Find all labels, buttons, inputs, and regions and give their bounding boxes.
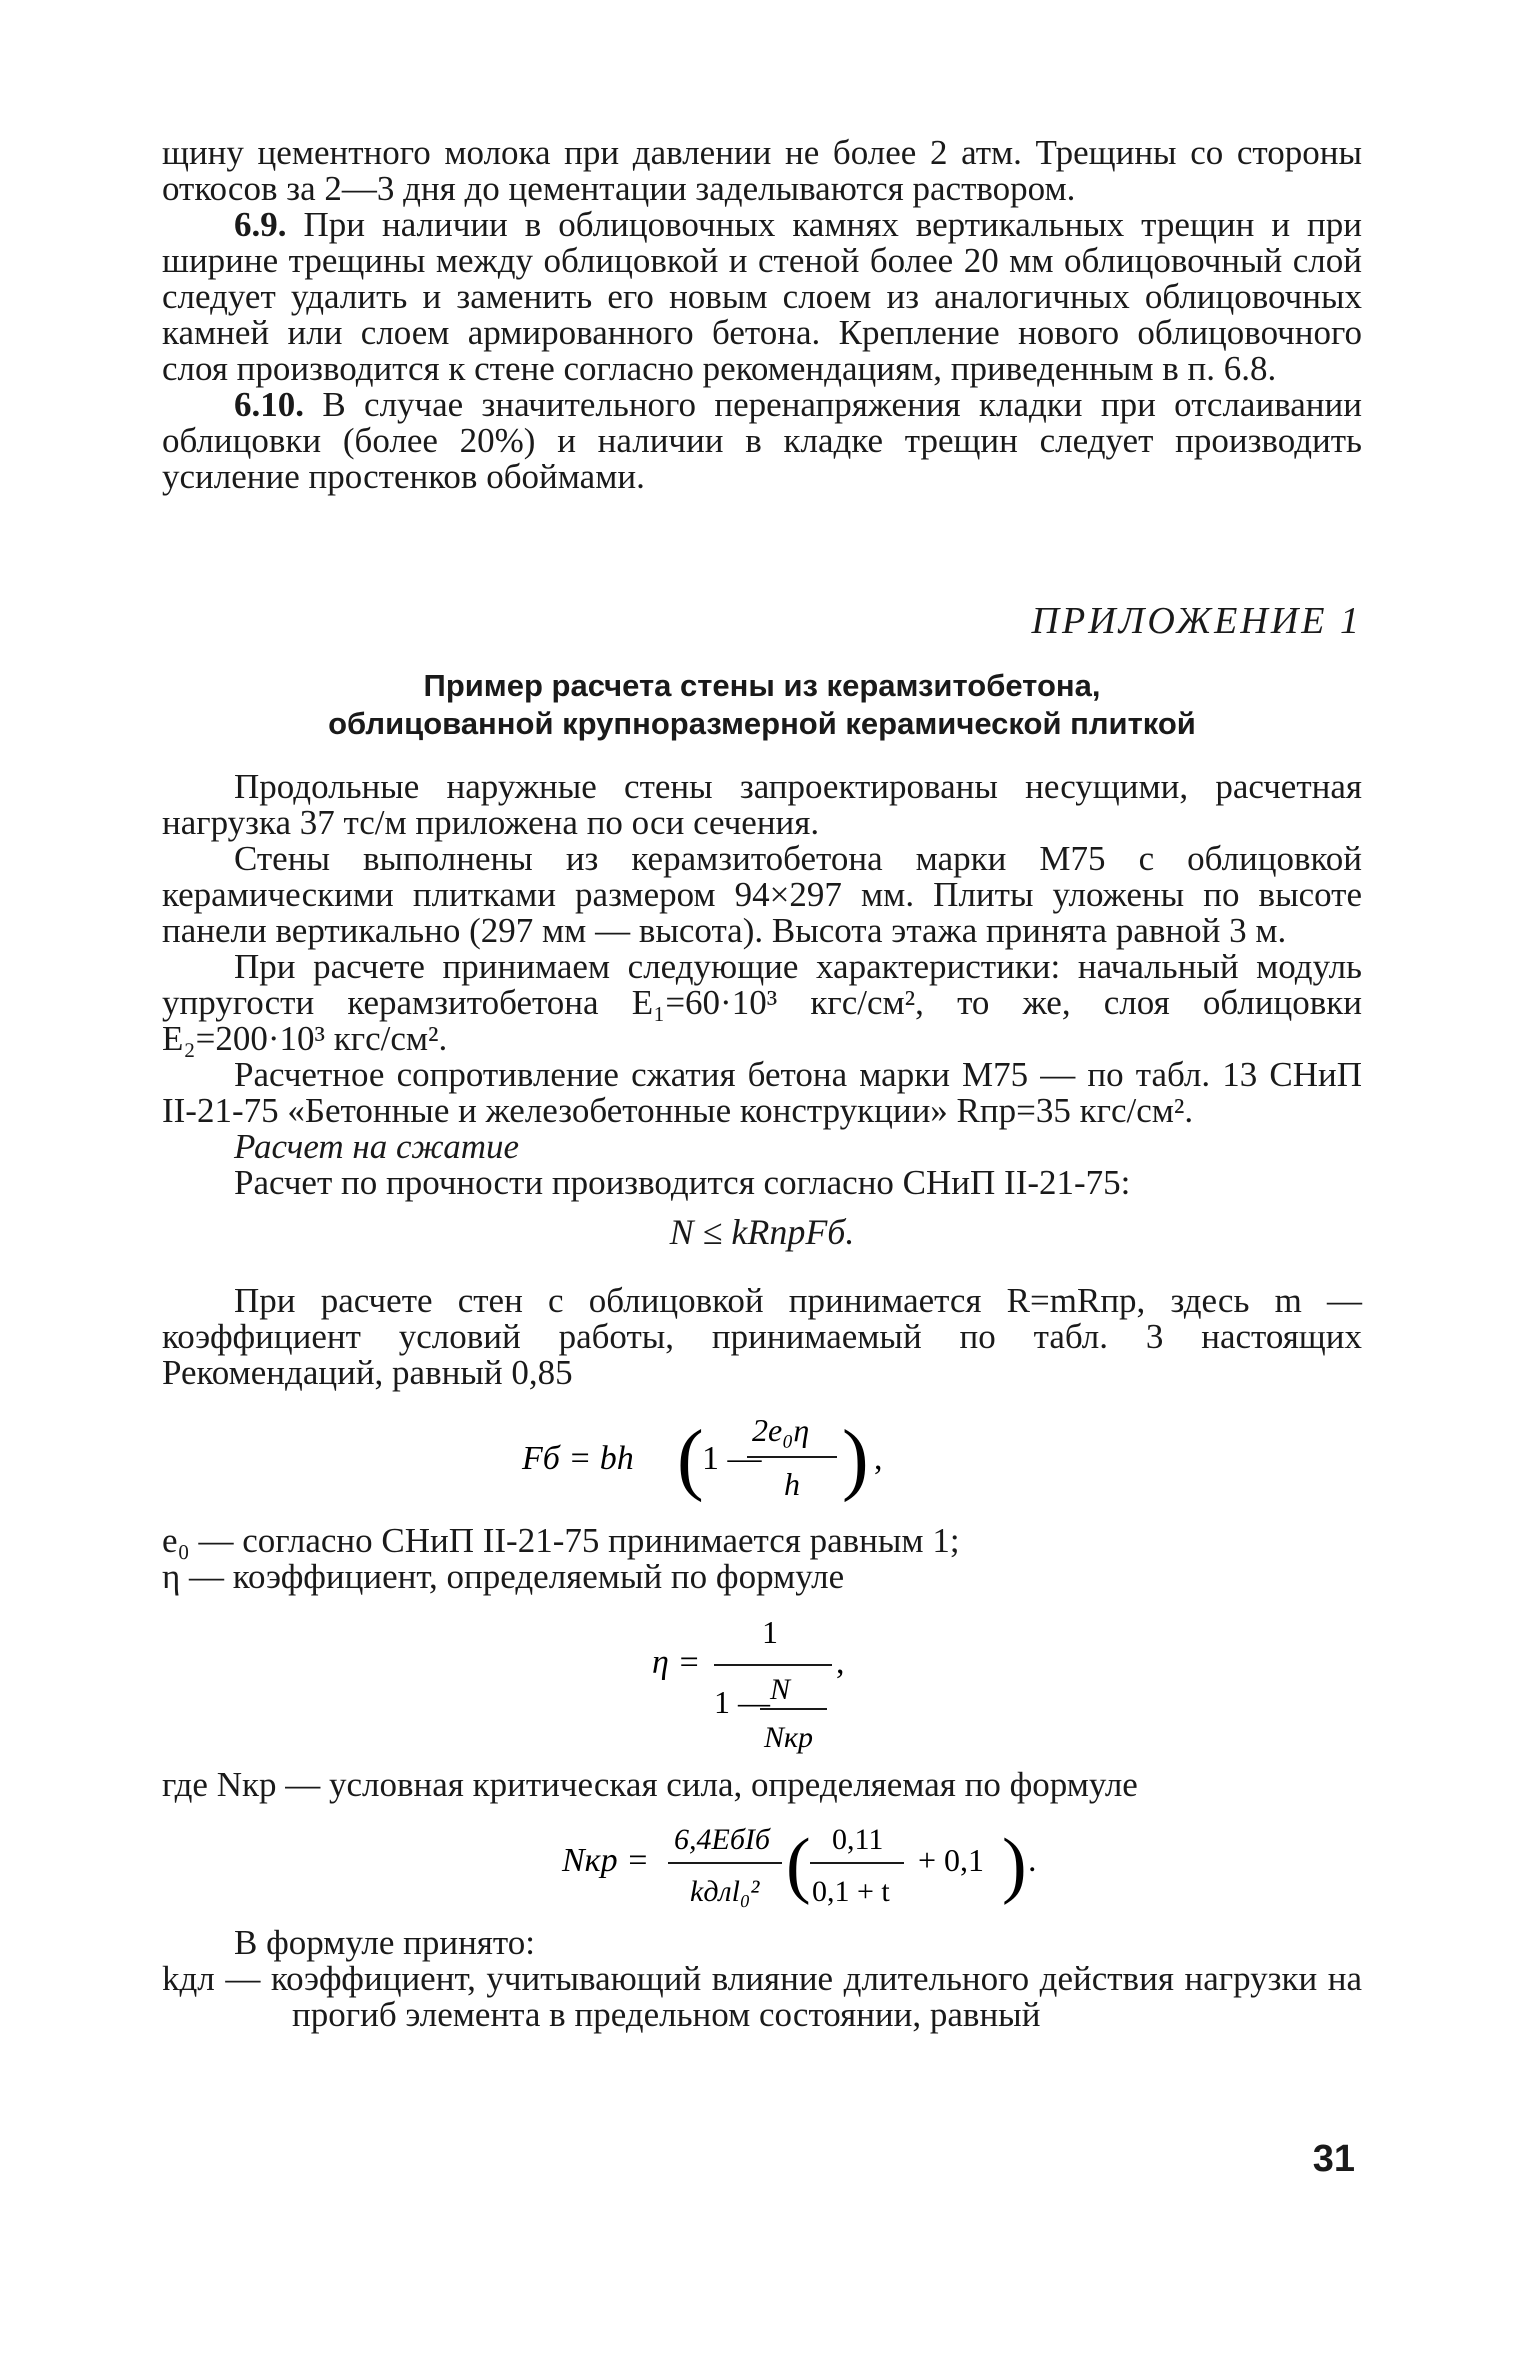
paragraph-walls: Стены выполнены из керамзитобетона марки М75 с облицовкой керамическими плитками размером 94×297 мм. Плиты уложены по высоте панели вертикально (297 мм — высота). Высота этажа принята равной 3 м. bbox=[162, 839, 1362, 950]
right-paren: ) bbox=[1002, 1824, 1027, 1906]
section-title bbox=[162, 667, 1362, 743]
paragraph-6-9 bbox=[162, 207, 1362, 387]
eta-lhs: η = bbox=[652, 1644, 701, 1681]
page-number: 31 bbox=[1312, 2138, 1355, 2180]
left-paren: ( bbox=[786, 1824, 811, 1906]
eta-den-numerator: N bbox=[770, 1673, 791, 1706]
title-line-2: облицованной крупноразмерной керамической плиткой bbox=[328, 706, 1196, 741]
appendix-label: ПРИЛОЖЕНИЕ 1 bbox=[1031, 600, 1362, 642]
title-line-1: Пример расчета стены из керамзитобетона, bbox=[423, 668, 1101, 703]
fb-numerator: 2e₀η bbox=[752, 1412, 810, 1448]
ncr-plus: + 0,1 bbox=[918, 1842, 985, 1878]
fb-denominator: h bbox=[784, 1466, 800, 1502]
paragraph-continuation: щину цементного молока при давлении не более 2 атм. Трещины со стороны откосов за 2—3 дня до цементации заделываются раствором. bbox=[162, 133, 1362, 208]
clause-number: 6.9. bbox=[234, 205, 287, 244]
formula-strength: N ≤ kRпрFб. bbox=[669, 1212, 855, 1252]
paragraph-coefficient: При расчете стен с облицовкой принимается R=mRпр, здесь m — коэффициент условий работы, принимаемый по табл. 3 настоящих Рекомендаций, равный 0,85 bbox=[162, 1281, 1362, 1392]
page-body bbox=[162, 135, 1362, 2033]
paragraph-6-10 bbox=[162, 387, 1362, 495]
clause-text: При наличии в облицовочных камнях вертикальных трещин и при ширине трещины между облицовкой и стеной более 20 мм облицовочный слой следует удалить и заменить его новым слоем из аналогичных облицовочных камней или слоем армированного бетона. Крепление нового облицовочного слоя производится к стене согласно рекомендациям, приведенным в п. 6.8. bbox=[162, 205, 1362, 388]
formula-eta bbox=[502, 1601, 1022, 1761]
ncr-inner-numerator: 0,11 bbox=[832, 1823, 884, 1856]
right-paren: ) bbox=[842, 1415, 869, 1503]
subheading-compression: Расчет на сжатие bbox=[234, 1127, 520, 1166]
formula-fb bbox=[502, 1397, 1022, 1517]
paragraph-strength: Расчет по прочности производится согласно СНиП II-21-75: bbox=[234, 1163, 1131, 1202]
formula-ncr bbox=[442, 1809, 1082, 1919]
fb-one: 1 — bbox=[702, 1440, 762, 1477]
definition-eta: η — коэффициент, определяемый по формуле bbox=[162, 1557, 845, 1596]
definition-kdl: kдл — коэффициент, учитывающий влияние длительного действия нагрузки на прогиб элемента в предельном состоянии, равный bbox=[162, 1959, 1362, 2034]
eta-den-one: 1 — bbox=[714, 1684, 770, 1720]
eta-tail: , bbox=[836, 1644, 845, 1681]
paragraph-accepted: В формуле принято: bbox=[234, 1923, 535, 1962]
definition-e0: e₀ — согласно СНиП II-21-75 принимается равным 1; bbox=[162, 1521, 960, 1560]
paragraph-load: Продольные наружные стены запроектированы несущими, расчетная нагрузка 37 тс/м приложена по оси сечения. bbox=[162, 767, 1362, 842]
fb-lhs: Fб = bh bbox=[522, 1440, 634, 1477]
fb-tail: , bbox=[874, 1440, 883, 1477]
paragraph-ncr: где Nкр — условная критическая сила, определяемая по формуле bbox=[162, 1765, 1138, 1804]
ncr-numerator: 6,4EбIб bbox=[674, 1823, 770, 1856]
eta-den-denominator: Nкр bbox=[764, 1721, 814, 1754]
paragraph-resistance: Расчетное сопротивление сжатия бетона марки М75 — по табл. 13 СНиП II-21-75 «Бетонные и железобетонные конструкции» Rпр=35 кгс/см². bbox=[162, 1055, 1362, 1130]
left-paren: ( bbox=[677, 1415, 704, 1503]
paragraph-characteristics: При расчете принимаем следующие характеристики: начальный модуль упругости керамзитобетона E₁=60·10³ кгс/см², то же, слоя облицовки E₂=200·10³ кгс/см². bbox=[162, 947, 1362, 1058]
clause-text: В случае значительного перенапряжения кладки при отслаивании облицовки (более 20%) и наличии в кладке трещин следует производить усиление простенков обоймами. bbox=[162, 385, 1362, 496]
ncr-denominator: kдлl₀² bbox=[690, 1875, 760, 1908]
ncr-tail: . bbox=[1028, 1842, 1037, 1879]
eta-numerator: 1 bbox=[762, 1614, 778, 1650]
ncr-lhs: Nкр = bbox=[562, 1842, 650, 1879]
clause-number: 6.10. bbox=[234, 385, 304, 424]
ncr-inner-denominator: 0,1 + t bbox=[812, 1875, 890, 1908]
